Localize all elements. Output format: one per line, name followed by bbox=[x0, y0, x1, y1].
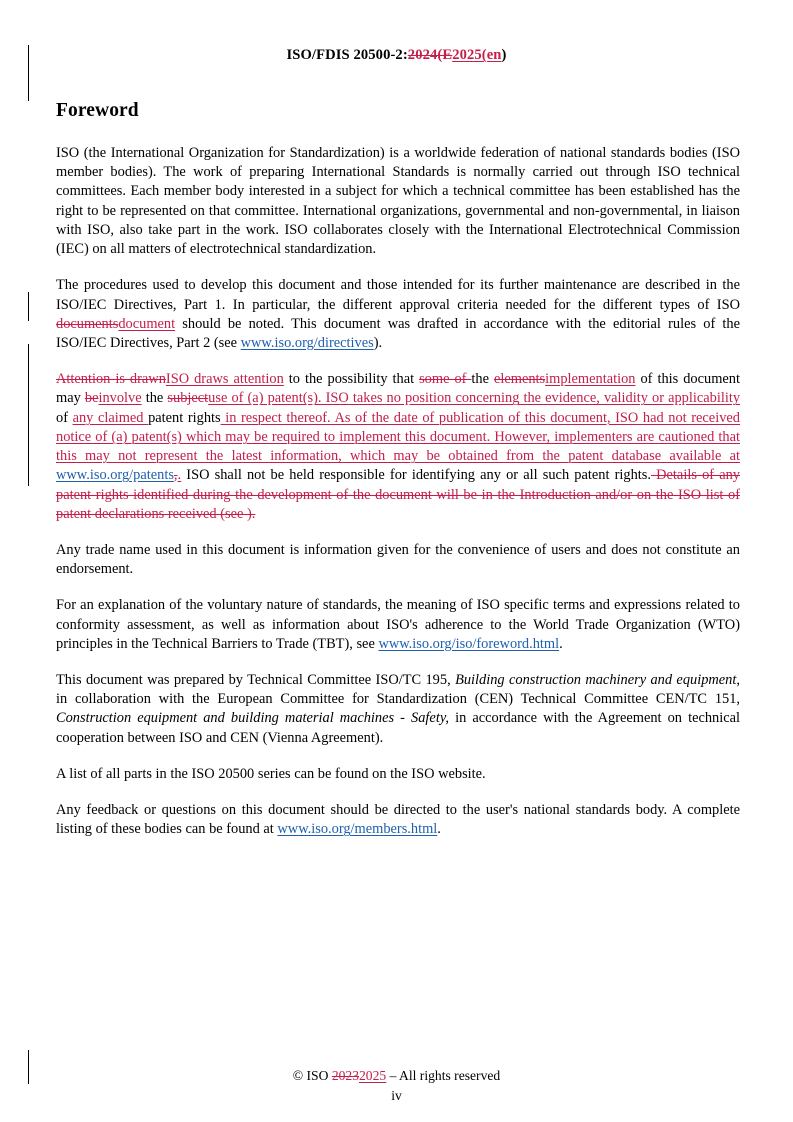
p3-inserted-use-of-patents: use of (a) patent(s). ISO takes no position concerning the evidence, validity or applicability bbox=[208, 390, 741, 407]
paragraph-feedback bbox=[56, 801, 740, 839]
link-iso-directives[interactable]: www.iso.org/directives bbox=[240, 334, 374, 351]
p2-segment-2: should be noted. This document was drafted in accordance with the editorial rules of the ISO/IEC Directives, Part 2 (see bbox=[56, 315, 740, 351]
p3-inserted-any-claimed: any claimed bbox=[72, 409, 149, 426]
p3-segment-6: patent rights bbox=[148, 409, 221, 426]
p3-deleted-subject: subject bbox=[167, 390, 209, 407]
p3-segment-1: to the possibility that bbox=[283, 371, 420, 388]
header-standard-number: ISO/FDIS 20500-2: bbox=[286, 47, 408, 63]
p3-inserted-respect-thereof: in respect thereof. As of the date of publication of this document, ISO had not received notice of (a) patent(s) which may be required to implement this document. However, implementers are cautioned that this may not represent the latest information, which may be obtained from the patent database available at bbox=[56, 409, 740, 465]
header-inserted-year: 2025(en bbox=[452, 47, 502, 63]
p3-segment-3: of this document may bbox=[56, 371, 740, 407]
link-iso-patents[interactable]: www.iso.org/patents bbox=[56, 467, 174, 484]
paragraph-patent-rights bbox=[56, 370, 740, 524]
header-deleted-year: 2024(E bbox=[407, 47, 453, 63]
p3-deleted-attention: Attention is drawn bbox=[56, 371, 166, 388]
paragraph-iso-description: ISO (the International Organization for Standardization) is a worldwide federation of national standards bodies (ISO member bodies). The work of preparing International Standards is normally carried out through ISO technical committees. Each member body interested in a subject for which a technical committee has been established has the right to be represented on that committee. International organizations, governmental and non-governmental, in liaison with ISO, also take part in the work. ISO collaborates closely with the International Electrotechnical Commission (IEC) on all matters of electrotechnical standardization. bbox=[56, 145, 740, 258]
page-title: Foreword bbox=[56, 100, 139, 121]
paragraph-voluntary-nature bbox=[56, 596, 740, 654]
footer-rights-text: – All rights reserved bbox=[386, 1068, 501, 1083]
link-iso-foreword[interactable]: www.iso.org/iso/foreword.html bbox=[378, 635, 560, 652]
p2-segment-1: The procedures used to develop this document and those intended for its further maintenance are described in the ISO/IEC Directives, Part 1. In particular, the different approval criteria needed for the different types of ISO bbox=[56, 277, 740, 313]
footer-deleted-year: 2023 bbox=[331, 1068, 359, 1083]
p5-segment-2: . bbox=[559, 635, 563, 652]
p8-segment-2: . bbox=[437, 821, 441, 838]
p3-inserted-period: . bbox=[177, 467, 182, 484]
link-iso-members[interactable]: www.iso.org/members.html bbox=[277, 821, 438, 838]
footer-inserted-year: 2025 bbox=[359, 1068, 387, 1083]
p3-segment-2: the bbox=[471, 371, 494, 388]
p3-inserted-involve: involve bbox=[98, 390, 142, 407]
p3-deleted-details-sentence: Details of any patent rights identified during the development of the document will be in the Introduction and/or on the ISO list of patent declarations received (see ). bbox=[56, 467, 740, 522]
paragraph-trade-name: Any trade name used in this document is information given for the convenience of users and does not constitute an endorsement. bbox=[56, 541, 740, 578]
change-bar-paragraph-3 bbox=[28, 344, 29, 486]
p3-deleted-elements: elements bbox=[494, 371, 546, 388]
running-footer bbox=[0, 1068, 793, 1084]
p8-segment-1: Any feedback or questions on this document should be directed to the user's national standards body. A complete listing of these bodies can be found at bbox=[56, 802, 740, 838]
p3-deleted-comma: , bbox=[173, 467, 178, 484]
p3-segment-7: ISO shall not be held responsible for identifying any or all such patent rights. bbox=[181, 467, 651, 484]
p3-segment-4: the bbox=[141, 390, 168, 407]
p3-segment-5: of bbox=[56, 409, 73, 426]
p3-deleted-some-of: some of bbox=[419, 371, 472, 388]
p2-deleted-documents: documents bbox=[56, 315, 119, 332]
paragraph-procedures bbox=[56, 276, 740, 353]
p3-deleted-be: be bbox=[84, 390, 99, 407]
p2-segment-3: ). bbox=[373, 334, 383, 351]
document-content bbox=[56, 100, 740, 840]
p6-segment-2: , in collaboration with the European Committee for Standardization (CEN) Technical Committee CEN/TC 151, bbox=[56, 672, 740, 708]
p2-inserted-document: document bbox=[118, 315, 176, 332]
p5-segment-1: For an explanation of the voluntary nature of standards, the meaning of ISO specific terms and expressions related to conformity assessment, as well as information about ISO's adherence to the World Trade Organization (WTO) principles in the Technical Barriers to Trade (TBT), see bbox=[56, 597, 740, 652]
page-number: iv bbox=[391, 1088, 402, 1103]
p6-committee-title-2: Construction equipment and building material machines - Safety, bbox=[56, 710, 450, 727]
change-bar-paragraph-2 bbox=[28, 292, 29, 321]
p6-committee-title-1: Building construction machinery and equipment bbox=[455, 672, 737, 689]
p3-inserted-implementation: implementation bbox=[545, 371, 636, 388]
p6-segment-3: in accordance with the Agreement on technical cooperation between ISO and CEN (Vienna Agreement). bbox=[56, 710, 741, 746]
p3-inserted-iso-draws: ISO draws attention bbox=[165, 371, 284, 388]
footer-copyright: © ISO bbox=[292, 1068, 332, 1083]
p6-segment-1: This document was prepared by Technical Committee ISO/TC 195, bbox=[56, 672, 456, 689]
paragraph-parts-list: A list of all parts in the ISO 20500 series can be found on the ISO website. bbox=[56, 765, 486, 782]
paragraph-technical-committee bbox=[56, 671, 740, 748]
running-header bbox=[0, 47, 793, 64]
header-suffix: ) bbox=[501, 47, 507, 63]
